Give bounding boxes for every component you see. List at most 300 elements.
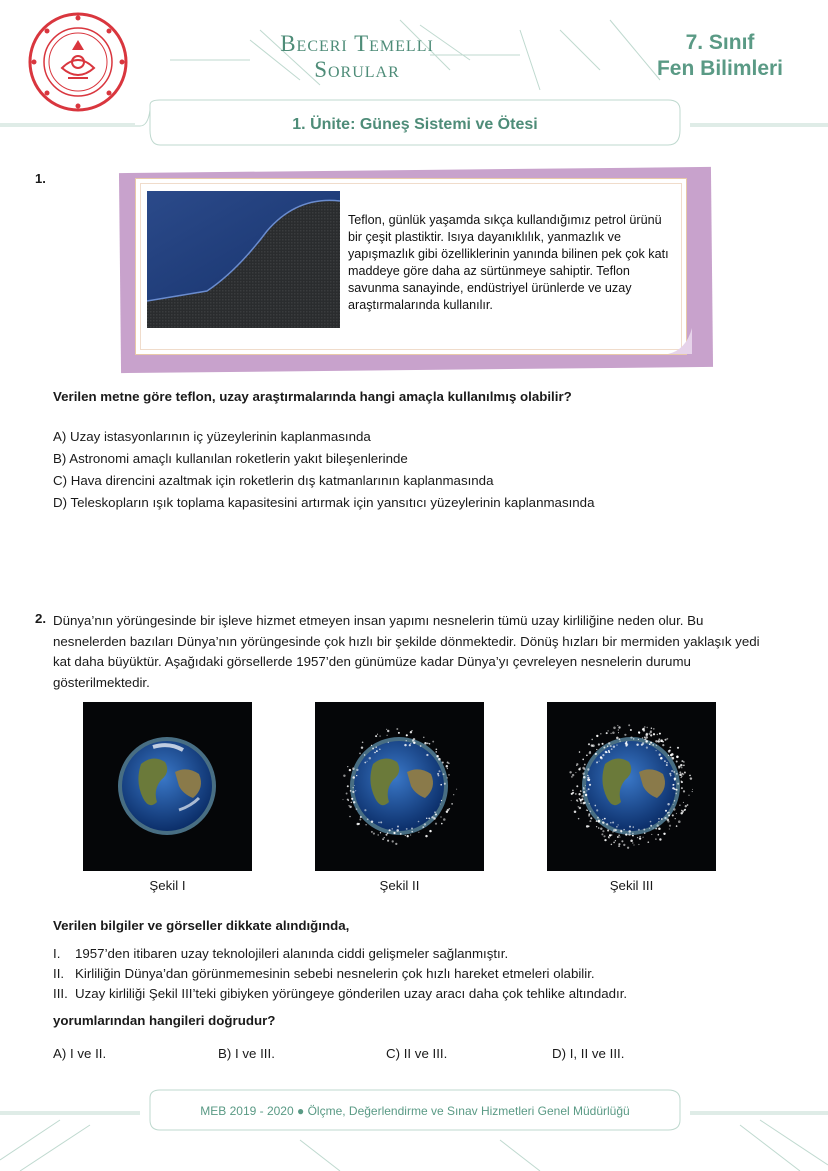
debris-dot (689, 775, 691, 777)
debris-dot (447, 777, 448, 778)
debris-dot (676, 789, 678, 791)
debris-dot (396, 829, 399, 832)
debris-dot (678, 820, 681, 823)
debris-dot (653, 733, 655, 735)
debris-dot (343, 775, 345, 777)
debris-dot (364, 809, 366, 811)
debris-dot (672, 757, 675, 760)
debris-dot (440, 816, 441, 817)
debris-dot (690, 777, 692, 779)
debris-dot (587, 775, 588, 776)
question-1-number: 1. (35, 171, 46, 186)
earth-figure-3 (547, 702, 716, 871)
debris-dot (678, 766, 681, 769)
debris-dot (583, 776, 586, 779)
debris-dot (644, 736, 646, 738)
debris-dot (583, 791, 585, 793)
debris-dot (598, 743, 600, 745)
debris-dot (657, 834, 659, 836)
debris-dot (623, 829, 624, 830)
debris-dot (636, 743, 638, 745)
debris-dot (582, 772, 584, 774)
debris-dot (623, 844, 625, 846)
debris-dot (669, 825, 671, 827)
debris-dot (669, 747, 670, 748)
debris-dot (618, 732, 619, 733)
debris-dot (578, 793, 580, 795)
debris-dot (642, 729, 644, 731)
debris-dot (378, 822, 380, 824)
debris-dot (677, 783, 679, 785)
debris-dot (426, 818, 427, 819)
debris-dot (660, 757, 663, 760)
debris-dot (633, 738, 634, 739)
debris-dot (590, 817, 592, 819)
debris-dot (382, 838, 384, 840)
debris-dot (411, 828, 413, 830)
debris-dot (606, 823, 608, 825)
debris-dot (620, 830, 622, 832)
debris-dot (632, 833, 634, 835)
debris-dot (687, 804, 689, 806)
debris-dot (653, 828, 654, 829)
debris-dot (655, 750, 656, 751)
debris-dot (405, 835, 406, 836)
debris-dot (668, 812, 669, 813)
debris-dot (578, 818, 580, 820)
debris-dot (608, 836, 609, 837)
debris-dot (610, 733, 611, 734)
debris-dot (367, 818, 369, 820)
earth-figure-1 (83, 702, 252, 871)
debris-dot (347, 766, 348, 767)
debris-dot (443, 818, 446, 821)
debris-dot (651, 727, 652, 728)
debris-dot (453, 794, 454, 795)
debris-dot (676, 773, 678, 775)
statement-text: Kirliliğin Dünya’dan görünmemesinin sebebi nesnelerin çok hızlı hareket etmeleri olabilir. (75, 966, 595, 981)
earth-image-3 (547, 702, 716, 871)
debris-dot (386, 834, 388, 836)
debris-dot (649, 828, 650, 829)
debris-dot (673, 808, 675, 810)
unit-title: 1. Ünite: Güneş Sistemi ve Ötesi (292, 116, 538, 133)
debris-dot (645, 736, 648, 739)
debris-dot (644, 726, 645, 727)
debris-dot (616, 744, 617, 745)
debris-dot (658, 738, 660, 740)
debris-dot (673, 771, 675, 773)
figure-caption-2: Şekil II (379, 878, 420, 893)
debris-dot (681, 810, 682, 811)
debris-dot (638, 829, 640, 831)
debris-dot (619, 836, 620, 837)
debris-dot (610, 822, 612, 824)
debris-dot (592, 744, 595, 747)
debris-dot (349, 816, 351, 818)
debris-dot (648, 733, 650, 735)
debris-dot (663, 833, 665, 835)
debris-dot (362, 742, 364, 744)
debris-dot (681, 787, 683, 789)
debris-dot (413, 738, 416, 741)
debris-dot (638, 739, 639, 740)
debris-dot (387, 735, 388, 736)
debris-dot (428, 817, 430, 819)
debris-dot (354, 785, 355, 786)
statement-3 (53, 986, 627, 1001)
debris-dot (681, 773, 683, 775)
debris-dot (650, 730, 651, 731)
debris-dot (650, 825, 652, 827)
debris-dot (398, 732, 400, 734)
debris-dot (389, 829, 391, 831)
debris-dot (605, 751, 607, 753)
debris-dot (590, 811, 592, 813)
debris-dot (387, 833, 389, 835)
earth-image-1 (83, 702, 252, 871)
debris-dot (610, 745, 612, 747)
debris-dot (652, 744, 654, 746)
debris-dot (585, 794, 587, 796)
debris-dot (688, 795, 689, 796)
debris-dot (598, 820, 601, 823)
debris-dot (379, 735, 380, 736)
debris-dot (413, 742, 414, 743)
debris-dot (667, 820, 669, 822)
debris-dot (625, 745, 627, 747)
debris-dot (611, 748, 613, 750)
answer-d[interactable]: D) I, II ve III. (552, 1046, 625, 1061)
debris-dot (583, 768, 585, 770)
debris-dot (625, 833, 627, 835)
debris-dot (628, 833, 630, 835)
debris-dot (671, 753, 674, 756)
debris-dot (671, 757, 672, 758)
debris-dot (441, 800, 442, 801)
debris-dot (575, 772, 576, 773)
debris-dot (442, 762, 444, 764)
debris-dot (628, 724, 630, 726)
debris-dot (349, 769, 351, 771)
debris-dot (638, 731, 640, 733)
debris-dot (618, 845, 620, 847)
debris-dot (411, 730, 412, 731)
debris-dot (664, 760, 666, 762)
debris-dot (369, 757, 371, 759)
debris-dot (361, 746, 363, 748)
debris-dot (371, 831, 373, 833)
debris-dot (367, 761, 368, 762)
debris-dot (436, 755, 438, 757)
debris-dot (426, 754, 428, 756)
debris-dot (611, 844, 613, 846)
debris-dot (630, 840, 633, 843)
debris-dot (673, 804, 674, 805)
debris-dot (596, 735, 598, 737)
debris-dot (676, 825, 678, 827)
debris-dot (407, 835, 409, 837)
option-c[interactable]: C) Hava direncini azaltmak için roketlerin dış katmanlarının kaplanmasında (53, 473, 494, 488)
debris-dot (352, 776, 355, 779)
debris-dot (642, 837, 643, 838)
debris-dot (633, 835, 634, 836)
debris-dot (397, 826, 399, 828)
debris-dot (628, 830, 631, 833)
debris-dot (574, 811, 577, 814)
debris-dot (444, 783, 446, 785)
debris-dot (376, 750, 378, 752)
debris-dot (597, 817, 599, 819)
debris-dot (666, 762, 667, 763)
debris-dot (613, 829, 616, 832)
debris-dot (342, 799, 343, 800)
debris-dot (388, 742, 389, 743)
statement-number: II. (53, 966, 65, 981)
debris-dot (576, 785, 578, 787)
debris-dot (384, 837, 385, 838)
debris-dot (377, 734, 378, 735)
debris-dot (667, 803, 669, 805)
footer-text: MEB 2019 - 2020 ● Ölçme, Değerlendirme ve Sınav Hizmetleri Genel Müdürlüğü (200, 1104, 630, 1118)
figure-caption-3: Şekil III (609, 878, 654, 893)
debris-dot (629, 826, 631, 828)
logo-text (0, 0, 1, 1)
option-b[interactable]: B) Astronomi amaçlı kullanılan roketlerin yakıt bileşenlerinde (53, 451, 408, 466)
debris-dot (619, 738, 621, 740)
debris-dot (591, 739, 593, 741)
debris-dot (392, 840, 394, 842)
debris-dot (664, 817, 666, 819)
debris-dot (599, 761, 600, 762)
debris-dot (434, 811, 436, 813)
debris-dot (672, 814, 674, 816)
debris-dot (665, 810, 667, 812)
debris-dot (602, 830, 604, 832)
debris-dot (571, 776, 573, 778)
debris-dot (679, 771, 681, 773)
debris-dot (683, 802, 684, 803)
debris-dot (589, 820, 591, 822)
debris-dot (587, 768, 589, 770)
debris-dot (681, 760, 683, 762)
debris-dot (683, 761, 684, 762)
question-2-number: 2. (35, 611, 47, 626)
debris-dot (671, 770, 673, 772)
debris-dot (650, 742, 652, 744)
debris-dot (386, 729, 387, 730)
debris-dot (601, 743, 603, 745)
debris-dot (618, 834, 620, 836)
debris-dot (379, 748, 381, 750)
debris-dot (365, 824, 366, 825)
debris-dot (380, 821, 382, 823)
answer-c[interactable]: C) II ve III. (386, 1046, 448, 1061)
debris-dot (406, 740, 407, 741)
debris-dot (576, 799, 578, 801)
debris-dot (353, 801, 355, 803)
debris-dot (684, 772, 686, 774)
debris-dot (656, 745, 657, 746)
debris-dot (435, 814, 437, 816)
debris-dot (683, 765, 685, 767)
debris-dot (649, 743, 651, 745)
debris-dot (584, 764, 586, 766)
debris-dot (639, 837, 641, 839)
statement-text: Uzay kirliliği Şekil III’teki gibiyken yörüngeye gönderilen uzay aracı daha çok tehlike altındadır. (75, 986, 628, 1001)
debris-dot (410, 834, 411, 835)
statement-1 (53, 946, 508, 961)
debris-dot (604, 839, 606, 841)
question-1-stem: Verilen metne göre teflon, uzay araştırmalarında hangi amaçla kullanılmış olabilir? (53, 389, 572, 404)
debris-dot (674, 800, 675, 801)
debris-dot (400, 833, 402, 835)
header-title-line1: Beceri Temelli (280, 31, 434, 56)
earth-figure-2 (315, 702, 484, 871)
page-curl (668, 328, 692, 354)
debris-dot (572, 792, 574, 794)
debris-dot (681, 777, 682, 778)
debris-dot (672, 784, 674, 786)
earth-image-2 (315, 702, 484, 871)
debris-dot (669, 773, 671, 775)
answer-a[interactable]: A) I ve II. (53, 1046, 107, 1061)
debris-dot (685, 805, 687, 807)
debris-dot (657, 734, 658, 735)
debris-dot (639, 836, 640, 837)
debris-dot (358, 823, 360, 825)
debris-dot (594, 805, 596, 807)
debris-dot (596, 762, 597, 763)
debris-dot (677, 747, 679, 749)
debris-dot (612, 831, 613, 832)
debris-dot (627, 847, 629, 849)
subject-text: Fen Bilimleri (656, 57, 784, 80)
debris-dot (352, 791, 354, 793)
debris-dot (437, 773, 439, 775)
debris-dot (587, 810, 588, 811)
debris-dot (624, 734, 626, 736)
debris-dot (617, 836, 619, 838)
debris-dot (351, 798, 353, 800)
debris-dot (371, 745, 372, 746)
debris-dot (653, 728, 655, 730)
debris-dot (422, 826, 424, 828)
debris-dot (612, 822, 614, 824)
debris-dot (440, 784, 442, 786)
debris-dot (621, 840, 623, 842)
debris-dot (404, 744, 406, 746)
debris-dot (668, 750, 671, 753)
debris-dot (583, 802, 585, 804)
debris-dot (451, 803, 453, 805)
debris-dot (632, 842, 633, 843)
debris-dot (692, 791, 693, 792)
debris-dot (679, 805, 680, 806)
debris-dot (655, 740, 657, 742)
debris-dot (676, 756, 679, 759)
debris-dot (675, 818, 676, 819)
debris-dot (681, 775, 683, 777)
debris-dot (359, 818, 361, 820)
debris-dot (607, 829, 609, 831)
debris-dot (586, 790, 587, 791)
debris-dot (608, 751, 610, 753)
debris-dot (438, 758, 441, 761)
debris-dot (659, 838, 661, 840)
debris-dot (600, 756, 602, 758)
debris-dot (579, 751, 581, 753)
teflon-fabric-image (147, 191, 340, 328)
debris-dot (409, 744, 411, 746)
debris-dot (662, 744, 664, 746)
debris-dot (646, 747, 648, 749)
debris-dot (438, 775, 440, 777)
answer-b[interactable]: B) I ve III. (218, 1046, 275, 1061)
debris-dot (683, 790, 685, 792)
debris-dot (618, 726, 620, 728)
debris-dot (638, 844, 639, 845)
debris-dot (602, 821, 604, 823)
debris-dot (347, 785, 349, 787)
debris-dot (579, 807, 581, 809)
debris-dot (420, 745, 422, 747)
debris-dot (429, 830, 431, 832)
debris-dot (346, 793, 348, 795)
debris-dot (406, 828, 408, 830)
statement-number: III. (53, 986, 68, 1001)
debris-dot (580, 790, 582, 792)
debris-dot (666, 738, 668, 740)
debris-dot (680, 764, 682, 766)
option-d[interactable]: D) Teleskopların ışık toplama kapasitesini artırmak için yansıtıcı yüzeylerinin kaplanmasında (53, 495, 595, 510)
debris-dot (580, 802, 581, 803)
debris-dot (418, 821, 420, 823)
debris-dot (373, 833, 375, 835)
debris-dot (664, 739, 666, 741)
debris-dot (356, 769, 358, 771)
debris-dot (435, 751, 437, 753)
debris-dot (359, 753, 361, 755)
debris-dot (588, 815, 590, 817)
debris-dot (448, 774, 450, 776)
debris-dot (581, 795, 584, 798)
debris-dot (588, 788, 590, 790)
debris-dot (657, 740, 660, 743)
debris-dot (596, 820, 598, 822)
debris-dot (655, 828, 657, 830)
debris-dot (364, 754, 365, 755)
debris-dot (630, 736, 632, 738)
debris-dot (656, 824, 658, 826)
debris-dot (613, 745, 615, 747)
debris-dot (618, 843, 620, 845)
debris-dot (440, 803, 441, 804)
debris-dot (608, 730, 609, 731)
debris-dot (659, 733, 661, 735)
debris-dot (661, 818, 663, 820)
debris-dot (602, 819, 603, 820)
header-title-line2: Sorular (314, 57, 400, 82)
debris-dot (655, 838, 657, 840)
debris-dot (424, 742, 427, 745)
debris-dot (643, 829, 645, 831)
debris-dot (588, 825, 590, 827)
debris-dot (582, 759, 584, 761)
debris-dot (658, 821, 659, 822)
debris-dot (410, 743, 411, 744)
option-a[interactable]: A) Uzay istasyonlarının iç yüzeylerinin kaplanmasında (53, 429, 371, 444)
